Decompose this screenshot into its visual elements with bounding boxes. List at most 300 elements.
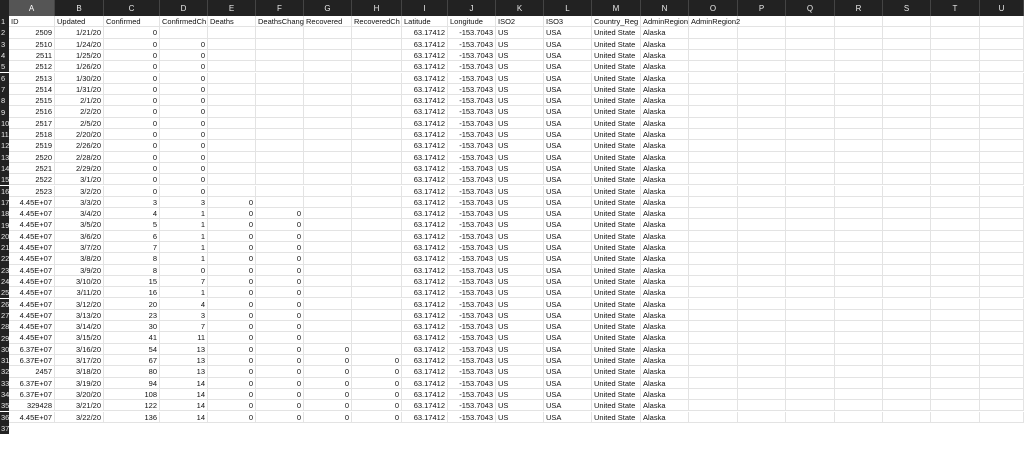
cell-a5[interactable]: 2512 [9, 61, 55, 72]
cell-r32[interactable] [835, 366, 883, 377]
cell-f21[interactable]: 0 [256, 242, 304, 253]
cell-d18[interactable]: 1 [160, 208, 208, 219]
cell-j5[interactable]: -153.7043 [448, 61, 496, 72]
cell-k11[interactable]: US [496, 129, 544, 140]
cell-o21[interactable] [689, 242, 738, 253]
cell-h4[interactable] [352, 50, 402, 61]
cell-f31[interactable]: 0 [256, 355, 304, 366]
cell-n13[interactable]: Alaska [641, 152, 689, 163]
cell-r33[interactable] [835, 378, 883, 389]
cell-j14[interactable]: -153.7043 [448, 163, 496, 174]
cell-e34[interactable]: 0 [208, 389, 256, 400]
cell-d1[interactable]: ConfirmedCh [162, 17, 207, 26]
cell-c29[interactable]: 41 [104, 332, 160, 343]
cell-p36[interactable] [738, 412, 786, 423]
cell-b35[interactable]: 3/21/20 [55, 400, 104, 411]
cell-f29[interactable]: 0 [256, 332, 304, 343]
cell-p2[interactable] [738, 27, 786, 38]
cell-j35[interactable]: -153.7043 [448, 400, 496, 411]
cell-t18[interactable] [931, 208, 980, 219]
cell-o22[interactable] [689, 253, 738, 264]
cell-n12[interactable]: Alaska [641, 140, 689, 151]
cell-h31[interactable]: 0 [352, 355, 402, 366]
cell-g33[interactable]: 0 [304, 378, 352, 389]
cell-i15[interactable]: 63.17412 [402, 174, 448, 185]
cell-a36[interactable]: 4.45E+07 [9, 412, 55, 423]
cell-t36[interactable] [931, 412, 980, 423]
cell-j28[interactable]: -153.7043 [448, 321, 496, 332]
cell-p35[interactable] [738, 400, 786, 411]
cell-r36[interactable] [835, 412, 883, 423]
cell-g32[interactable]: 0 [304, 366, 352, 377]
cell-b4[interactable]: 1/25/20 [55, 50, 104, 61]
cell-u6[interactable] [980, 73, 1024, 84]
cell-s13[interactable] [883, 152, 931, 163]
row-header-19[interactable]: 19 [1, 220, 9, 230]
cell-u32[interactable] [980, 366, 1024, 377]
column-header-r[interactable]: R [835, 0, 883, 16]
cell-h25[interactable] [352, 287, 402, 298]
cell-j23[interactable]: -153.7043 [448, 265, 496, 276]
cell-l2[interactable]: USA [544, 27, 592, 38]
row-header-27[interactable]: 27 [1, 310, 9, 320]
cell-p28[interactable] [738, 321, 786, 332]
cell-l24[interactable]: USA [544, 276, 592, 287]
cell-g31[interactable]: 0 [304, 355, 352, 366]
cell-i25[interactable]: 63.17412 [402, 287, 448, 298]
cell-n3[interactable]: Alaska [641, 39, 689, 50]
cell-a33[interactable]: 6.37E+07 [9, 378, 55, 389]
cell-n27[interactable]: Alaska [641, 310, 689, 321]
cell-b21[interactable]: 3/7/20 [55, 242, 104, 253]
cell-n6[interactable]: Alaska [641, 73, 689, 84]
cell-j27[interactable]: -153.7043 [448, 310, 496, 321]
cell-r9[interactable] [835, 106, 883, 117]
cell-s23[interactable] [883, 265, 931, 276]
cell-g18[interactable] [304, 208, 352, 219]
cell-u5[interactable] [980, 61, 1024, 72]
cell-t1[interactable] [931, 16, 980, 27]
cell-d28[interactable]: 7 [160, 321, 208, 332]
cell-s33[interactable] [883, 378, 931, 389]
cell-m30[interactable]: United State [592, 344, 641, 355]
cell-l14[interactable]: USA [544, 163, 592, 174]
cell-o25[interactable] [689, 287, 738, 298]
cell-s7[interactable] [883, 84, 931, 95]
cell-e36[interactable]: 0 [208, 412, 256, 423]
cell-g8[interactable] [304, 95, 352, 106]
cell-f24[interactable]: 0 [256, 276, 304, 287]
cell-i30[interactable]: 63.17412 [402, 344, 448, 355]
cell-s36[interactable] [883, 412, 931, 423]
cell-a4[interactable]: 2511 [9, 50, 55, 61]
cell-g6[interactable] [304, 73, 352, 84]
cell-o11[interactable] [689, 129, 738, 140]
cell-j21[interactable]: -153.7043 [448, 242, 496, 253]
cell-h13[interactable] [352, 152, 402, 163]
cell-m18[interactable]: United State [592, 208, 641, 219]
cell-i16[interactable]: 63.17412 [402, 186, 448, 197]
cell-m32[interactable]: United State [592, 366, 641, 377]
cell-f36[interactable]: 0 [256, 412, 304, 423]
cell-j11[interactable]: -153.7043 [448, 129, 496, 140]
cell-o12[interactable] [689, 140, 738, 151]
cell-b15[interactable]: 3/1/20 [55, 174, 104, 185]
cell-a24[interactable]: 4.45E+07 [9, 276, 55, 287]
cell-l19[interactable]: USA [544, 219, 592, 230]
cell-b13[interactable]: 2/28/20 [55, 152, 104, 163]
cell-n1[interactable]: AdminRegion [643, 17, 689, 26]
cell-e33[interactable]: 0 [208, 378, 256, 389]
cell-s24[interactable] [883, 276, 931, 287]
cell-m19[interactable]: United State [592, 219, 641, 230]
cell-k19[interactable]: US [496, 219, 544, 230]
cell-q5[interactable] [786, 61, 835, 72]
cell-b12[interactable]: 2/26/20 [55, 140, 104, 151]
cell-d7[interactable]: 0 [160, 84, 208, 95]
cell-u20[interactable] [980, 231, 1024, 242]
cell-b36[interactable]: 3/22/20 [55, 412, 104, 423]
cell-a8[interactable]: 2515 [9, 95, 55, 106]
cell-e1[interactable]: Deaths [208, 16, 256, 27]
cell-h5[interactable] [352, 61, 402, 72]
column-header-h[interactable]: H [352, 0, 402, 16]
cell-s28[interactable] [883, 321, 931, 332]
cell-r8[interactable] [835, 95, 883, 106]
column-header-d[interactable]: D [160, 0, 208, 16]
cell-d11[interactable]: 0 [160, 129, 208, 140]
cell-a1[interactable]: ID [9, 16, 55, 27]
cell-q8[interactable] [786, 95, 835, 106]
cell-b17[interactable]: 3/3/20 [55, 197, 104, 208]
cell-a11[interactable]: 2518 [9, 129, 55, 140]
cell-j13[interactable]: -153.7043 [448, 152, 496, 163]
cell-d33[interactable]: 14 [160, 378, 208, 389]
cell-u14[interactable] [980, 163, 1024, 174]
column-header-n[interactable]: N [641, 0, 689, 16]
cell-a2[interactable]: 2509 [9, 27, 55, 38]
cell-p15[interactable] [738, 174, 786, 185]
cell-e22[interactable]: 0 [208, 253, 256, 264]
column-header-o[interactable]: O [689, 0, 738, 16]
cell-q9[interactable] [786, 106, 835, 117]
cell-u12[interactable] [980, 140, 1024, 151]
cell-n30[interactable]: Alaska [641, 344, 689, 355]
cell-d4[interactable]: 0 [160, 50, 208, 61]
cell-d12[interactable]: 0 [160, 140, 208, 151]
cell-k20[interactable]: US [496, 231, 544, 242]
cell-m34[interactable]: United State [592, 389, 641, 400]
cell-r35[interactable] [835, 400, 883, 411]
cell-d26[interactable]: 4 [160, 299, 208, 310]
cell-o13[interactable] [689, 152, 738, 163]
cell-n2[interactable]: Alaska [641, 27, 689, 38]
cell-a26[interactable]: 4.45E+07 [9, 299, 55, 310]
cell-i21[interactable]: 63.17412 [402, 242, 448, 253]
cell-h11[interactable] [352, 129, 402, 140]
cell-e6[interactable] [208, 73, 256, 84]
cell-g17[interactable] [304, 197, 352, 208]
cell-q20[interactable] [786, 231, 835, 242]
cell-g26[interactable] [304, 299, 352, 310]
cell-n11[interactable]: Alaska [641, 129, 689, 140]
cell-q1[interactable] [786, 16, 835, 27]
cell-o8[interactable] [689, 95, 738, 106]
cell-j31[interactable]: -153.7043 [448, 355, 496, 366]
cell-d3[interactable]: 0 [160, 39, 208, 50]
cell-f8[interactable] [256, 95, 304, 106]
cell-e26[interactable]: 0 [208, 299, 256, 310]
cell-q6[interactable] [786, 73, 835, 84]
cell-c23[interactable]: 8 [104, 265, 160, 276]
cell-c6[interactable]: 0 [104, 73, 160, 84]
cell-g1[interactable]: Recovered [304, 16, 352, 27]
row-header-21[interactable]: 21 [1, 243, 9, 253]
cell-m9[interactable]: United State [592, 106, 641, 117]
cell-g16[interactable] [304, 186, 352, 197]
cell-u2[interactable] [980, 27, 1024, 38]
cell-h18[interactable] [352, 208, 402, 219]
cell-o36[interactable] [689, 412, 738, 423]
cell-b32[interactable]: 3/18/20 [55, 366, 104, 377]
cell-h36[interactable]: 0 [352, 412, 402, 423]
cell-t28[interactable] [931, 321, 980, 332]
cell-r14[interactable] [835, 163, 883, 174]
cell-b28[interactable]: 3/14/20 [55, 321, 104, 332]
cell-o27[interactable] [689, 310, 738, 321]
cell-r1[interactable] [835, 16, 883, 27]
cell-g29[interactable] [304, 332, 352, 343]
cell-k5[interactable]: US [496, 61, 544, 72]
cell-o14[interactable] [689, 163, 738, 174]
cell-c21[interactable]: 7 [104, 242, 160, 253]
cell-p30[interactable] [738, 344, 786, 355]
cell-q17[interactable] [786, 197, 835, 208]
cell-m29[interactable]: United State [592, 332, 641, 343]
cell-r4[interactable] [835, 50, 883, 61]
cell-u35[interactable] [980, 400, 1024, 411]
cell-o6[interactable] [689, 73, 738, 84]
cell-q10[interactable] [786, 118, 835, 129]
cell-n14[interactable]: Alaska [641, 163, 689, 174]
cell-k9[interactable]: US [496, 106, 544, 117]
cell-j20[interactable]: -153.7043 [448, 231, 496, 242]
cell-i12[interactable]: 63.17412 [402, 140, 448, 151]
cell-o29[interactable] [689, 332, 738, 343]
cell-e30[interactable]: 0 [208, 344, 256, 355]
cell-k10[interactable]: US [496, 118, 544, 129]
cell-m14[interactable]: United State [592, 163, 641, 174]
cell-e9[interactable] [208, 106, 256, 117]
cell-d27[interactable]: 3 [160, 310, 208, 321]
cell-n31[interactable]: Alaska [641, 355, 689, 366]
cell-j6[interactable]: -153.7043 [448, 73, 496, 84]
cell-j22[interactable]: -153.7043 [448, 253, 496, 264]
cell-a17[interactable]: 4.45E+07 [9, 197, 55, 208]
cell-m3[interactable]: United State [592, 39, 641, 50]
cell-u17[interactable] [980, 197, 1024, 208]
column-header-f[interactable]: F [256, 0, 304, 16]
cell-u19[interactable] [980, 219, 1024, 230]
cell-b19[interactable]: 3/5/20 [55, 219, 104, 230]
cell-u23[interactable] [980, 265, 1024, 276]
cell-n17[interactable]: Alaska [641, 197, 689, 208]
cell-o32[interactable] [689, 366, 738, 377]
cell-l12[interactable]: USA [544, 140, 592, 151]
cell-c13[interactable]: 0 [104, 152, 160, 163]
cell-h35[interactable]: 0 [352, 400, 402, 411]
cell-l27[interactable]: USA [544, 310, 592, 321]
cell-n26[interactable]: Alaska [641, 299, 689, 310]
cell-a16[interactable]: 2523 [9, 186, 55, 197]
cell-i11[interactable]: 63.17412 [402, 129, 448, 140]
cell-q27[interactable] [786, 310, 835, 321]
cell-l23[interactable]: USA [544, 265, 592, 276]
cell-g14[interactable] [304, 163, 352, 174]
cell-s35[interactable] [883, 400, 931, 411]
row-header-18[interactable]: 18 [1, 209, 9, 219]
cell-j18[interactable]: -153.7043 [448, 208, 496, 219]
cell-j24[interactable]: -153.7043 [448, 276, 496, 287]
cell-g21[interactable] [304, 242, 352, 253]
cell-s14[interactable] [883, 163, 931, 174]
cell-a3[interactable]: 2510 [9, 39, 55, 50]
cell-e24[interactable]: 0 [208, 276, 256, 287]
cell-b7[interactable]: 1/31/20 [55, 84, 104, 95]
cell-l3[interactable]: USA [544, 39, 592, 50]
row-header-9[interactable]: 9 [0, 106, 9, 117]
cell-o18[interactable] [689, 208, 738, 219]
cell-f27[interactable]: 0 [256, 310, 304, 321]
cell-d15[interactable]: 0 [160, 174, 208, 185]
cell-r13[interactable] [835, 152, 883, 163]
cell-l26[interactable]: USA [544, 299, 592, 310]
cell-c30[interactable]: 54 [104, 344, 160, 355]
cell-s34[interactable] [883, 389, 931, 400]
cell-t30[interactable] [931, 344, 980, 355]
cell-c24[interactable]: 15 [104, 276, 160, 287]
cell-i22[interactable]: 63.17412 [402, 253, 448, 264]
cell-o9[interactable] [689, 106, 738, 117]
cell-c5[interactable]: 0 [104, 61, 160, 72]
cell-q30[interactable] [786, 344, 835, 355]
cell-d29[interactable]: 11 [160, 332, 208, 343]
cell-s18[interactable] [883, 208, 931, 219]
cell-o34[interactable] [689, 389, 738, 400]
cell-f35[interactable]: 0 [256, 400, 304, 411]
cell-j34[interactable]: -153.7043 [448, 389, 496, 400]
cell-b20[interactable]: 3/6/20 [55, 231, 104, 242]
cell-r5[interactable] [835, 61, 883, 72]
cell-e35[interactable]: 0 [208, 400, 256, 411]
cell-t19[interactable] [931, 219, 980, 230]
cell-a14[interactable]: 2521 [9, 163, 55, 174]
cell-n29[interactable]: Alaska [641, 332, 689, 343]
cell-d13[interactable]: 0 [160, 152, 208, 163]
cell-p21[interactable] [738, 242, 786, 253]
cell-k36[interactable]: US [496, 412, 544, 423]
cell-p26[interactable] [738, 299, 786, 310]
cell-e7[interactable] [208, 84, 256, 95]
cell-k18[interactable]: US [496, 208, 544, 219]
row-header-11[interactable]: 11 [1, 130, 9, 140]
cell-h20[interactable] [352, 231, 402, 242]
cell-i23[interactable]: 63.17412 [402, 265, 448, 276]
cell-a13[interactable]: 2520 [9, 152, 55, 163]
cell-u27[interactable] [980, 310, 1024, 321]
cell-s32[interactable] [883, 366, 931, 377]
cell-p27[interactable] [738, 310, 786, 321]
cell-q33[interactable] [786, 378, 835, 389]
cell-e13[interactable] [208, 152, 256, 163]
cell-a9[interactable]: 2516 [9, 106, 55, 117]
cell-f18[interactable]: 0 [256, 208, 304, 219]
cell-c32[interactable]: 80 [104, 366, 160, 377]
cell-t6[interactable] [931, 73, 980, 84]
cell-t4[interactable] [931, 50, 980, 61]
cell-l16[interactable]: USA [544, 186, 592, 197]
cell-e20[interactable]: 0 [208, 231, 256, 242]
cell-u13[interactable] [980, 152, 1024, 163]
row-header-8[interactable]: 8 [0, 95, 9, 106]
cell-p14[interactable] [738, 163, 786, 174]
cell-h32[interactable]: 0 [352, 366, 402, 377]
cell-r25[interactable] [835, 287, 883, 298]
cell-p8[interactable] [738, 95, 786, 106]
cell-l18[interactable]: USA [544, 208, 592, 219]
cell-o17[interactable] [689, 197, 738, 208]
cell-g5[interactable] [304, 61, 352, 72]
cell-s6[interactable] [883, 73, 931, 84]
cell-q28[interactable] [786, 321, 835, 332]
cell-m31[interactable]: United State [592, 355, 641, 366]
cell-h7[interactable] [352, 84, 402, 95]
cell-p7[interactable] [738, 84, 786, 95]
cell-j12[interactable]: -153.7043 [448, 140, 496, 151]
cell-e25[interactable]: 0 [208, 287, 256, 298]
cell-l34[interactable]: USA [544, 389, 592, 400]
cell-j25[interactable]: -153.7043 [448, 287, 496, 298]
cell-c25[interactable]: 16 [104, 287, 160, 298]
cell-o4[interactable] [689, 50, 738, 61]
cell-a20[interactable]: 4.45E+07 [9, 231, 55, 242]
cell-m20[interactable]: United State [592, 231, 641, 242]
column-header-a[interactable]: A [9, 0, 55, 16]
cell-b18[interactable]: 3/4/20 [55, 208, 104, 219]
row-header-10[interactable]: 10 [1, 118, 9, 128]
cell-f13[interactable] [256, 152, 304, 163]
cell-m26[interactable]: United State [592, 299, 641, 310]
cell-i19[interactable]: 63.17412 [402, 219, 448, 230]
cell-t15[interactable] [931, 174, 980, 185]
cell-t11[interactable] [931, 129, 980, 140]
cell-d9[interactable]: 0 [160, 106, 208, 117]
cell-l22[interactable]: USA [544, 253, 592, 264]
cell-i14[interactable]: 63.17412 [402, 163, 448, 174]
cell-j7[interactable]: -153.7043 [448, 84, 496, 95]
row-header-15[interactable]: 15 [1, 175, 9, 185]
cell-f19[interactable]: 0 [256, 219, 304, 230]
column-header-g[interactable]: G [304, 0, 352, 16]
cell-t35[interactable] [931, 400, 980, 411]
cell-r31[interactable] [835, 355, 883, 366]
cell-d34[interactable]: 14 [160, 389, 208, 400]
cell-b16[interactable]: 3/2/20 [55, 186, 104, 197]
cell-p4[interactable] [738, 50, 786, 61]
cell-k27[interactable]: US [496, 310, 544, 321]
cell-h10[interactable] [352, 118, 402, 129]
cell-s16[interactable] [883, 186, 931, 197]
